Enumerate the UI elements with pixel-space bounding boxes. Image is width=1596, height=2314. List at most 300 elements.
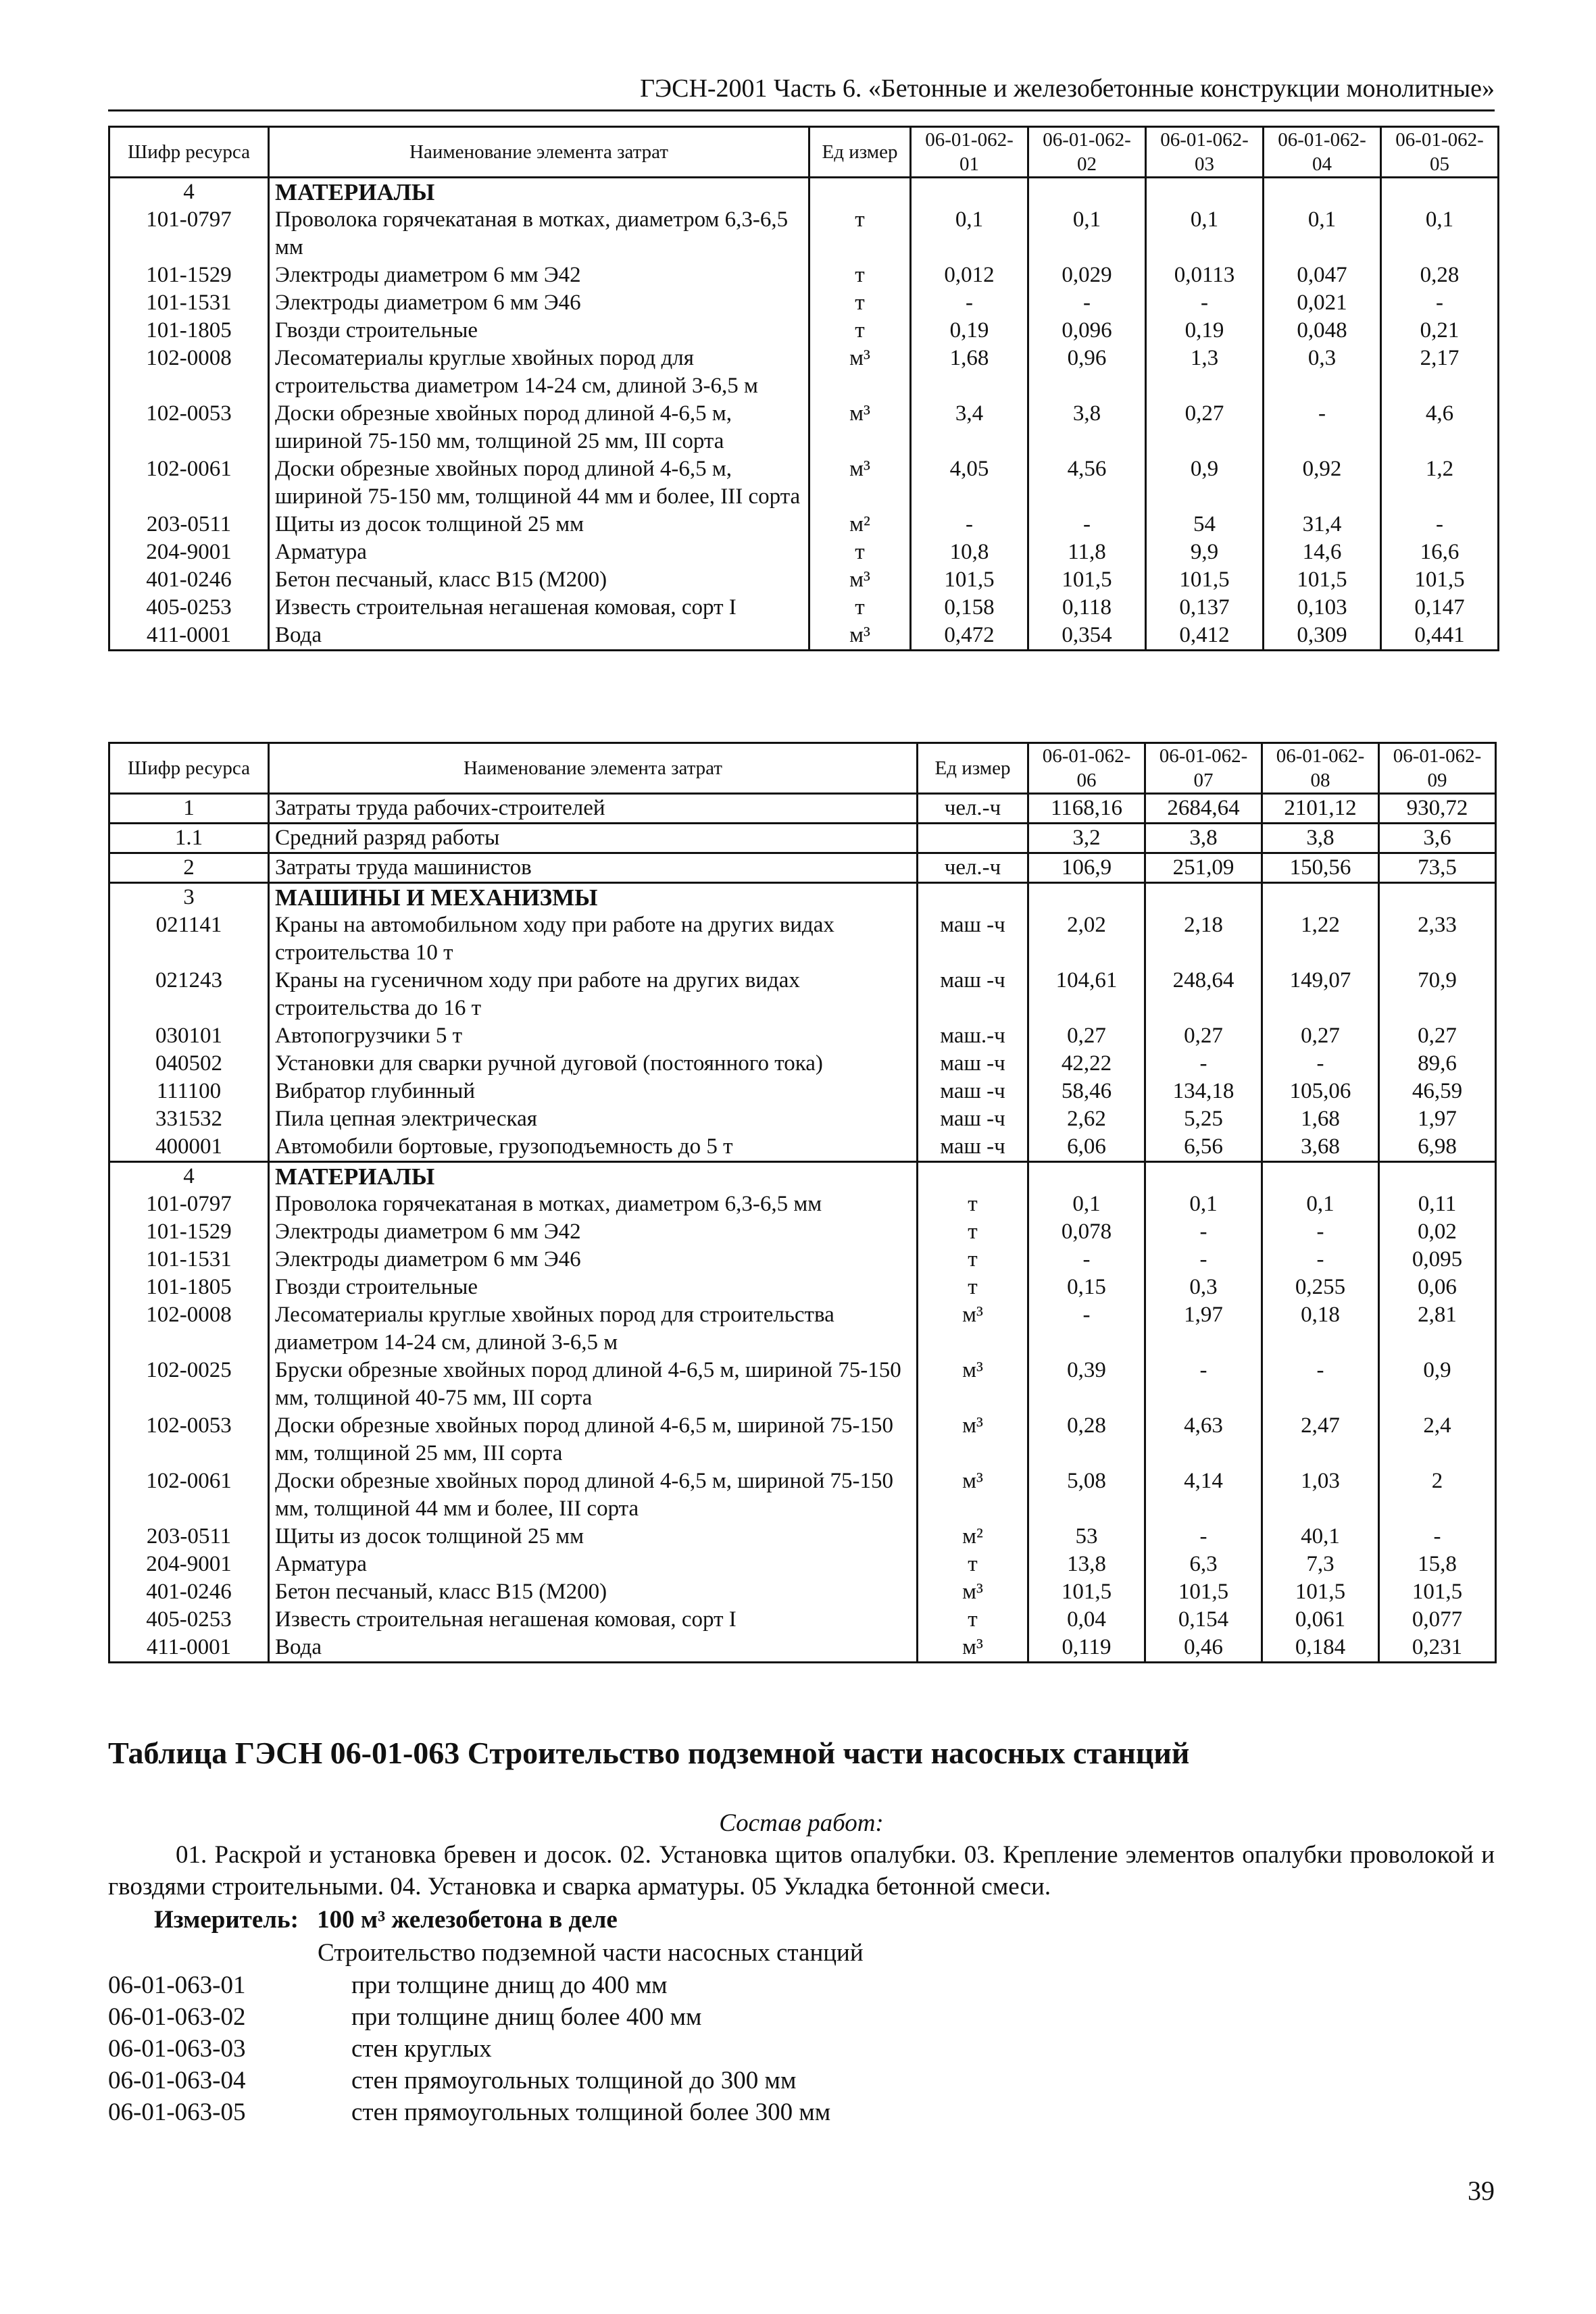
value-cell: 0,1 <box>1028 1190 1145 1218</box>
variant-text: стен прямоугольных толщиной более 300 мм <box>351 2098 831 2126</box>
table-row <box>109 1523 1496 1551</box>
cost-element-name: Лесоматериалы круглые хвойных пород для строительства диаметром 14-24 см, длиной 3-6,5 м <box>269 1301 918 1357</box>
value-cell: - <box>1145 1246 1262 1274</box>
resource-code: 102-0025 <box>109 1357 269 1412</box>
value-cell: 0,021 <box>1264 289 1381 317</box>
variant-code: 06-01-063-01 <box>108 1971 246 1999</box>
value-cell: 101,5 <box>1145 1578 1262 1606</box>
resource-code: 204-9001 <box>109 1551 269 1578</box>
value-cell: 106,9 <box>1028 853 1145 883</box>
value-cell: 101,5 <box>1146 566 1264 594</box>
unit-cell: м³ <box>918 1357 1028 1412</box>
resource-code: 2 <box>109 853 269 883</box>
cost-element-name: Арматура <box>269 1551 918 1578</box>
cost-element-name: Лесоматериалы круглые хвойных пород для строительства диаметром 14-24 см, длиной 3-6,5 м <box>269 345 809 400</box>
value-cell: 89,6 <box>1379 1050 1496 1078</box>
table-row <box>109 345 1499 400</box>
value-cell: - <box>1262 1218 1379 1246</box>
value-cell: 3,8 <box>1145 824 1262 853</box>
header-col: 06-01-062-06 <box>1028 743 1145 794</box>
unit-cell: т <box>809 261 911 289</box>
header-rule <box>108 109 1495 111</box>
value-cell: 10,8 <box>911 538 1028 566</box>
value-cell: 0,15 <box>1028 1274 1145 1301</box>
value-cell: - <box>1262 1357 1379 1412</box>
value-cell: 0,27 <box>1145 1022 1262 1050</box>
unit-cell <box>918 1162 1028 1191</box>
value-cell <box>1145 1162 1262 1191</box>
unit-cell: чел.-ч <box>918 853 1028 883</box>
resource-code: 102-0061 <box>109 1467 269 1523</box>
cost-element-name: Щиты из досок толщиной 25 мм <box>269 511 809 538</box>
cost-element-name: Бетон песчаный, класс В15 (М200) <box>269 566 809 594</box>
table-row <box>109 594 1499 622</box>
value-cell: 101,5 <box>1381 566 1499 594</box>
table-row <box>109 566 1499 594</box>
value-cell: 7,3 <box>1262 1551 1379 1578</box>
table-row <box>109 1133 1496 1162</box>
value-cell: 0,255 <box>1262 1274 1379 1301</box>
running-header: ГЭСН-2001 Часть 6. «Бетонные и железобетонные конструкции монолитные» <box>640 74 1495 103</box>
value-cell: 0,3 <box>1264 345 1381 400</box>
unit-cell <box>809 178 911 207</box>
value-cell: 4,6 <box>1381 400 1499 455</box>
unit-cell: маш -ч <box>918 1050 1028 1078</box>
unit-cell: м² <box>918 1523 1028 1551</box>
value-cell: 1,2 <box>1381 455 1499 511</box>
cost-element-name: Затраты труда рабочих-строителей <box>269 794 918 824</box>
value-cell: 0,1 <box>1381 206 1499 261</box>
resource-code: 401-0246 <box>109 566 269 594</box>
value-cell: 3,6 <box>1379 824 1496 853</box>
value-cell: 0,28 <box>1381 261 1499 289</box>
unit-cell: маш -ч <box>918 911 1028 967</box>
unit-cell: т <box>809 206 911 261</box>
resource-code: 030101 <box>109 1022 269 1050</box>
value-cell: 9,9 <box>1146 538 1264 566</box>
header-code: Шифр ресурса <box>109 127 269 178</box>
value-cell: 6,3 <box>1145 1551 1262 1578</box>
resource-code: 4 <box>109 178 269 207</box>
cost-element-name: Пила цепная электрическая <box>269 1105 918 1133</box>
value-cell: 101,5 <box>1379 1578 1496 1606</box>
value-cell: 0,02 <box>1379 1218 1496 1246</box>
resource-code: 021141 <box>109 911 269 967</box>
value-cell: 0,472 <box>911 622 1028 651</box>
table-row <box>109 206 1499 261</box>
value-cell: 0,354 <box>1028 622 1146 651</box>
cost-element-name: Доски обрезные хвойных пород длиной 4-6,5 м, шириной 75-150 мм, толщиной 44 мм и более, III сорта <box>269 455 809 511</box>
resource-code: 101-0797 <box>109 1190 269 1218</box>
resource-code: 411-0001 <box>109 622 269 651</box>
resource-code: 1.1 <box>109 824 269 853</box>
unit-cell <box>918 824 1028 853</box>
value-cell: 101,5 <box>911 566 1028 594</box>
value-cell: 1,68 <box>911 345 1028 400</box>
resource-table-062-01-05 <box>108 126 1499 651</box>
value-cell: 6,56 <box>1145 1133 1262 1162</box>
value-cell <box>1262 883 1379 912</box>
value-cell: 4,56 <box>1028 455 1146 511</box>
table-row <box>109 317 1499 345</box>
resource-code: 411-0001 <box>109 1634 269 1663</box>
value-cell <box>1028 883 1145 912</box>
value-cell: - <box>1146 289 1264 317</box>
value-cell: 3,68 <box>1262 1133 1379 1162</box>
value-cell: 930,72 <box>1379 794 1496 824</box>
cost-element-name: МАШИНЫ И МЕХАНИЗМЫ <box>269 883 918 912</box>
value-cell: - <box>1264 400 1381 455</box>
value-cell: 5,08 <box>1028 1467 1145 1523</box>
unit-cell: маш -ч <box>918 1078 1028 1105</box>
value-cell: 0,048 <box>1264 317 1381 345</box>
unit-cell: т <box>809 538 911 566</box>
value-cell: 0,103 <box>1264 594 1381 622</box>
value-cell: 149,07 <box>1262 967 1379 1022</box>
cost-element-name: Доски обрезные хвойных пород длиной 4-6,5 м, шириной 75-150 мм, толщиной 25 мм, III сорта <box>269 400 809 455</box>
section-row <box>109 178 1499 207</box>
resource-code: 111100 <box>109 1078 269 1105</box>
unit-cell: т <box>918 1246 1028 1274</box>
table-row <box>109 824 1496 853</box>
cost-element-name: Арматура <box>269 538 809 566</box>
header-col: 06-01-062-05 <box>1381 127 1499 178</box>
unit-cell: м³ <box>809 622 911 651</box>
unit-cell: т <box>809 594 911 622</box>
table-row <box>109 1551 1496 1578</box>
variant-code: 06-01-063-04 <box>108 2067 246 2094</box>
value-cell: 11,8 <box>1028 538 1146 566</box>
value-cell: 0,96 <box>1028 345 1146 400</box>
value-cell: 46,59 <box>1379 1078 1496 1105</box>
value-cell: 1,97 <box>1379 1105 1496 1133</box>
value-cell: 2,18 <box>1145 911 1262 967</box>
value-cell: 4,05 <box>911 455 1028 511</box>
value-cell <box>1028 178 1146 207</box>
value-cell: 14,6 <box>1264 538 1381 566</box>
section-row <box>109 1162 1496 1191</box>
resource-code: 405-0253 <box>109 1606 269 1634</box>
value-cell: 3,8 <box>1262 824 1379 853</box>
value-cell: 4,63 <box>1145 1412 1262 1467</box>
table-row <box>109 1357 1496 1412</box>
value-cell: - <box>1262 1246 1379 1274</box>
unit-cell: м³ <box>918 1634 1028 1663</box>
meter-value: 100 м³ железобетона в деле <box>317 1906 618 1934</box>
value-cell: 134,18 <box>1145 1078 1262 1105</box>
value-cell: 0,19 <box>1146 317 1264 345</box>
unit-cell: м³ <box>809 400 911 455</box>
cost-element-name: Средний разряд работы <box>269 824 918 853</box>
value-cell: 0,154 <box>1145 1606 1262 1634</box>
page-number: 39 <box>1468 2175 1495 2206</box>
value-cell: 1,03 <box>1262 1467 1379 1523</box>
value-cell: 0,1 <box>1262 1190 1379 1218</box>
value-cell: - <box>1145 1523 1262 1551</box>
resource-code: 101-1529 <box>109 261 269 289</box>
value-cell: 0,095 <box>1379 1246 1496 1274</box>
table-body <box>109 794 1496 1663</box>
value-cell <box>1262 1162 1379 1191</box>
table-row <box>109 261 1499 289</box>
header-name: Наименование элемента затрат <box>269 127 809 178</box>
value-cell <box>1145 883 1262 912</box>
table-row <box>109 794 1496 824</box>
table-body <box>109 178 1499 651</box>
value-cell: 0,1 <box>911 206 1028 261</box>
value-cell: 0,118 <box>1028 594 1146 622</box>
value-cell: 73,5 <box>1379 853 1496 883</box>
value-cell: 53 <box>1028 1523 1145 1551</box>
value-cell: 3,4 <box>911 400 1028 455</box>
resource-code: 204-9001 <box>109 538 269 566</box>
value-cell: - <box>1381 511 1499 538</box>
table-row <box>109 1246 1496 1274</box>
section-row <box>109 883 1496 912</box>
cost-element-name: Установки для сварки ручной дуговой (постоянного тока) <box>269 1050 918 1078</box>
value-cell: - <box>911 289 1028 317</box>
resource-code: 102-0061 <box>109 455 269 511</box>
cost-element-name: МАТЕРИАЛЫ <box>269 1162 918 1191</box>
value-cell: - <box>1262 1050 1379 1078</box>
value-cell: 31,4 <box>1264 511 1381 538</box>
table-row <box>109 1606 1496 1634</box>
header-col: 06-01-062-08 <box>1262 743 1379 794</box>
table-row <box>109 1634 1496 1663</box>
cost-element-name: Гвозди строительные <box>269 1274 918 1301</box>
header-col: 06-01-062-02 <box>1028 127 1146 178</box>
value-cell: 4,14 <box>1145 1467 1262 1523</box>
cost-element-name: Электроды диаметром 6 мм Э42 <box>269 261 809 289</box>
variant-text: стен круглых <box>351 2035 492 2063</box>
value-cell: 0,096 <box>1028 317 1146 345</box>
unit-cell: м³ <box>809 566 911 594</box>
value-cell: 0,1 <box>1028 206 1146 261</box>
value-cell: - <box>1145 1357 1262 1412</box>
value-cell: 101,5 <box>1262 1578 1379 1606</box>
value-cell: 2,17 <box>1381 345 1499 400</box>
value-cell: 0,04 <box>1028 1606 1145 1634</box>
cost-element-name: Электроды диаметром 6 мм Э46 <box>269 289 809 317</box>
resource-code: 400001 <box>109 1133 269 1162</box>
value-cell: 0,012 <box>911 261 1028 289</box>
cost-element-name: Электроды диаметром 6 мм Э46 <box>269 1246 918 1274</box>
value-cell: 1,97 <box>1145 1301 1262 1357</box>
table-row <box>109 1022 1496 1050</box>
value-cell: 0,077 <box>1379 1606 1496 1634</box>
resource-code: 102-0008 <box>109 345 269 400</box>
value-cell: 0,21 <box>1381 317 1499 345</box>
unit-cell: маш -ч <box>918 1133 1028 1162</box>
variant-text: стен прямоугольных толщиной до 300 мм <box>351 2067 797 2094</box>
value-cell: 104,61 <box>1028 967 1145 1022</box>
value-cell: 0,061 <box>1262 1606 1379 1634</box>
value-cell: 54 <box>1146 511 1264 538</box>
value-cell <box>1028 1162 1145 1191</box>
cost-element-name: Вода <box>269 622 809 651</box>
value-cell: - <box>1379 1523 1496 1551</box>
value-cell: 2 <box>1379 1467 1496 1523</box>
cost-element-name: Проволока горячекатаная в мотках, диаметром 6,3-6,5 мм <box>269 206 809 261</box>
composition-heading: Состав работ: <box>719 1809 884 1837</box>
meter-label: Измеритель: <box>154 1906 299 1934</box>
resource-code: 102-0053 <box>109 1412 269 1467</box>
table-row <box>109 1190 1496 1218</box>
value-cell: - <box>1028 289 1146 317</box>
cost-element-name: Краны на гусеничном ходу при работе на других видах строительства до 16 т <box>269 967 918 1022</box>
resource-code: 101-1529 <box>109 1218 269 1246</box>
value-cell: 105,06 <box>1262 1078 1379 1105</box>
unit-cell: т <box>918 1551 1028 1578</box>
table-row <box>109 538 1499 566</box>
value-cell: 70,9 <box>1379 967 1496 1022</box>
meter-line <box>154 1904 618 1936</box>
table-row <box>109 622 1499 651</box>
cost-element-name: Бруски обрезные хвойных пород длиной 4-6,5 м, шириной 75-150 мм, толщиной 40-75 мм, III сорта <box>269 1357 918 1412</box>
unit-cell: маш.-ч <box>918 1022 1028 1050</box>
value-cell: 0,1 <box>1145 1190 1262 1218</box>
value-cell <box>1146 178 1264 207</box>
value-cell: 2,62 <box>1028 1105 1145 1133</box>
value-cell: 6,98 <box>1379 1133 1496 1162</box>
resource-code: 4 <box>109 1162 269 1191</box>
resource-code: 203-0511 <box>109 1523 269 1551</box>
resource-code: 405-0253 <box>109 594 269 622</box>
value-cell <box>1379 1162 1496 1191</box>
resource-code: 101-0797 <box>109 206 269 261</box>
value-cell: 0,1 <box>1264 206 1381 261</box>
value-cell: 0,46 <box>1145 1634 1262 1663</box>
variant-text: при толщине днищ более 400 мм <box>351 2003 702 2031</box>
header-code: Шифр ресурса <box>109 743 269 794</box>
value-cell: 1,68 <box>1262 1105 1379 1133</box>
value-cell <box>1264 178 1381 207</box>
value-cell: 0,412 <box>1146 622 1264 651</box>
value-cell: 3,2 <box>1028 824 1145 853</box>
unit-cell: м³ <box>918 1578 1028 1606</box>
value-cell: - <box>1028 1301 1145 1357</box>
cost-element-name: Бетон песчаный, класс В15 (М200) <box>269 1578 918 1606</box>
value-cell: 0,231 <box>1379 1634 1496 1663</box>
value-cell: 0,06 <box>1379 1274 1496 1301</box>
variant-code: 06-01-063-02 <box>108 2003 246 2031</box>
header-col: 06-01-062-03 <box>1146 127 1264 178</box>
cost-element-name: Вибратор глубинный <box>269 1078 918 1105</box>
value-cell: 150,56 <box>1262 853 1379 883</box>
value-cell: 0,158 <box>911 594 1028 622</box>
value-cell: 16,6 <box>1381 538 1499 566</box>
value-cell: 0,9 <box>1379 1357 1496 1412</box>
value-cell <box>1381 178 1499 207</box>
value-cell: 248,64 <box>1145 967 1262 1022</box>
unit-cell: т <box>918 1274 1028 1301</box>
cost-element-name: Краны на автомобильном ходу при работе на других видах строительства 10 т <box>269 911 918 967</box>
table-row <box>109 1578 1496 1606</box>
value-cell: 2101,12 <box>1262 794 1379 824</box>
value-cell: 1168,16 <box>1028 794 1145 824</box>
value-cell: 0,39 <box>1028 1357 1145 1412</box>
value-cell: 6,06 <box>1028 1133 1145 1162</box>
value-cell: 101,5 <box>1028 566 1146 594</box>
value-cell: 2,81 <box>1379 1301 1496 1357</box>
value-cell: 0,92 <box>1264 455 1381 511</box>
value-cell: 1,3 <box>1146 345 1264 400</box>
value-cell: - <box>1028 511 1146 538</box>
value-cell: 0,3 <box>1145 1274 1262 1301</box>
value-cell: 0,27 <box>1028 1022 1145 1050</box>
value-cell: - <box>1145 1218 1262 1246</box>
table-row <box>109 1078 1496 1105</box>
table-row <box>109 289 1499 317</box>
header-unit: Ед измер <box>918 743 1028 794</box>
cost-element-name: Автопогрузчики 5 т <box>269 1022 918 1050</box>
value-cell <box>1379 883 1496 912</box>
cost-element-name: Доски обрезные хвойных пород длиной 4-6,5 м, шириной 75-150 мм, толщиной 25 мм, III сорта <box>269 1412 918 1467</box>
table-row <box>109 1412 1496 1467</box>
variant-code: 06-01-063-05 <box>108 2098 246 2126</box>
value-cell: - <box>911 511 1028 538</box>
value-cell <box>911 178 1028 207</box>
value-cell: 0,1 <box>1146 206 1264 261</box>
variant-text: при толщине днищ до 400 мм <box>351 1971 668 1999</box>
value-cell: 251,09 <box>1145 853 1262 883</box>
table-row <box>109 455 1499 511</box>
header-col: 06-01-062-07 <box>1145 743 1262 794</box>
unit-cell: т <box>809 289 911 317</box>
unit-cell: т <box>918 1606 1028 1634</box>
table-row <box>109 911 1496 967</box>
value-cell: 3,8 <box>1028 400 1146 455</box>
unit-cell: маш -ч <box>918 967 1028 1022</box>
table-title: Таблица ГЭСН 06-01-063 Строительство подземной части насосных станций <box>108 1736 1190 1770</box>
unit-cell: т <box>809 317 911 345</box>
cost-element-name: Щиты из досок толщиной 25 мм <box>269 1523 918 1551</box>
value-cell: 2684,64 <box>1145 794 1262 824</box>
value-cell: 40,1 <box>1262 1523 1379 1551</box>
value-cell: - <box>1145 1050 1262 1078</box>
value-cell: 2,47 <box>1262 1412 1379 1467</box>
value-cell: 0,28 <box>1028 1412 1145 1467</box>
unit-cell: чел.-ч <box>918 794 1028 824</box>
unit-cell <box>918 883 1028 912</box>
cost-element-name: Электроды диаметром 6 мм Э42 <box>269 1218 918 1246</box>
value-cell: 0,441 <box>1381 622 1499 651</box>
value-cell: 0,27 <box>1379 1022 1496 1050</box>
table-row <box>109 1274 1496 1301</box>
resource-code: 101-1805 <box>109 317 269 345</box>
resource-code: 331532 <box>109 1105 269 1133</box>
unit-cell: м³ <box>809 455 911 511</box>
value-cell: 0,119 <box>1028 1634 1145 1663</box>
resource-code: 3 <box>109 883 269 912</box>
value-cell: 2,33 <box>1379 911 1496 967</box>
value-cell: 101,5 <box>1264 566 1381 594</box>
resource-code: 040502 <box>109 1050 269 1078</box>
value-cell: 0,9 <box>1146 455 1264 511</box>
value-cell: 0,0113 <box>1146 261 1264 289</box>
unit-cell: м³ <box>918 1467 1028 1523</box>
value-cell: 0,27 <box>1262 1022 1379 1050</box>
value-cell: 0,137 <box>1146 594 1264 622</box>
cost-element-name: Известь строительная негашеная комовая, сорт I <box>269 594 809 622</box>
value-cell: 2,02 <box>1028 911 1145 967</box>
resource-code: 102-0053 <box>109 400 269 455</box>
value-cell: 58,46 <box>1028 1078 1145 1105</box>
value-cell: 101,5 <box>1028 1578 1145 1606</box>
cost-element-name: МАТЕРИАЛЫ <box>269 178 809 207</box>
unit-cell: м³ <box>918 1301 1028 1357</box>
unit-cell: м³ <box>918 1412 1028 1467</box>
